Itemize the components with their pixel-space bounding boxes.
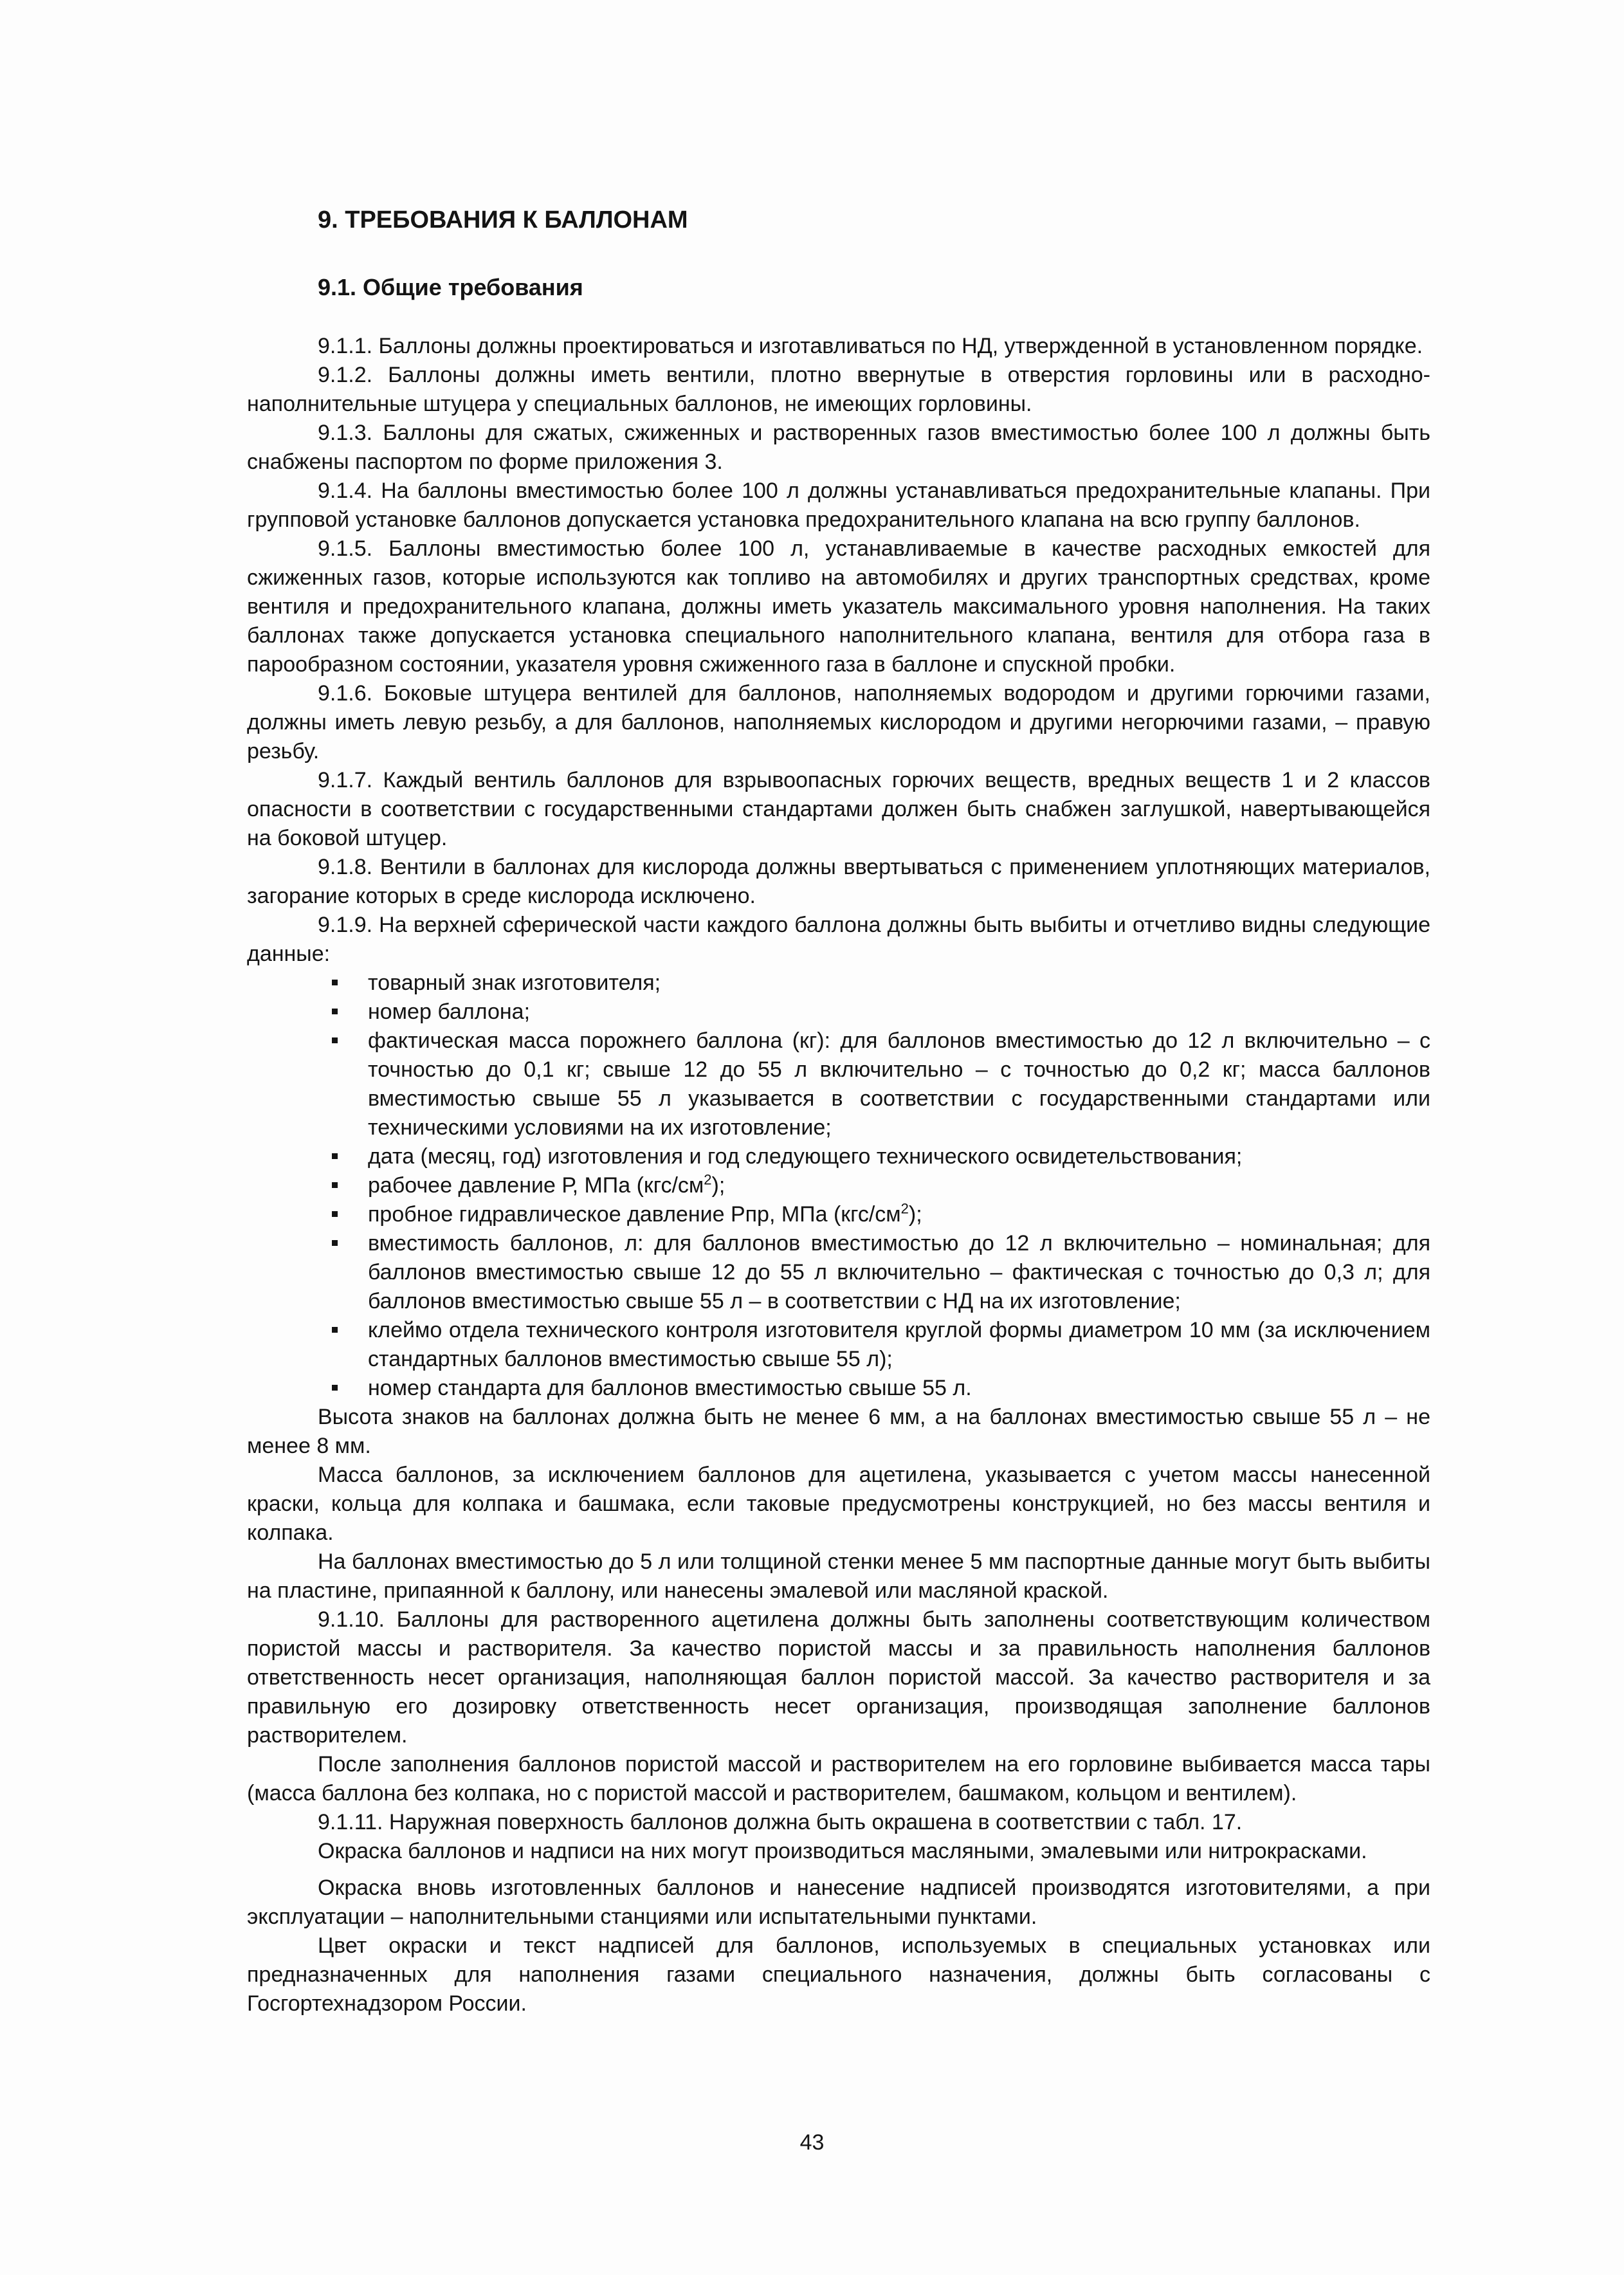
list-item: фактическая масса порожнего баллона (кг): для баллонов вместимостью до 12 л включительно – с точностью до 0,1 кг; свыше 12 до 55 л включительно – с точностью до 0,2 кг; масса баллонов вместимостью свыше 55 л указывается в соответствии с государственными стандартами или техническими условиями на их изготовление; [368,1027,1430,1142]
paragraph-9-1-11: 9.1.11. Наружная поверхность баллонов должна быть окрашена в соответствии с табл. 17. [318,1810,1243,1834]
paragraph-9-1-4: 9.1.4. На баллоны вместимостью более 100 л должны устанавливаться предохранительные клапаны. При групповой установке баллонов допускается установка предохранительного клапана на всю группу баллонов. [247,479,1430,532]
paragraph-9-1-5: 9.1.5. Баллоны вместимостью более 100 л, устанавливаемые в качестве расходных емкостей для сжиженных газов, которые используются как топливо на автомобилях и других транспортных средствах, кроме вентиля и предохранительного клапана, должны иметь указатель максимального уровня наполнения. На таких баллонах также допускается установка специального наполнительного клапана, вентиля для отбора газа в парообразном состоянии, указателя уровня сжиженного газа в баллоне и спускной пробки. [247,536,1430,677]
list-item: товарный знак изготовителя; [368,969,1430,998]
list-item: вместимость баллонов, л: для баллонов вместимостью до 12 л включительно – номинальная; для баллонов вместимостью свыше 12 до 55 л включительно – фактическая с точностью до 0,3 л; для баллонов вместимостью свыше 55 л – в соответствии с НД на их изготовление; [368,1229,1430,1316]
paragraph-special-colors: Цвет окраски и текст надписей для баллонов, используемых в специальных установках или предназначенных для наполнения газами специального назначения, должны быть согласованы с Госгортехнадзором России. [247,1933,1430,2016]
paragraph-small-cylinders: На баллонах вместимостью до 5 л или толщиной стенки менее 5 мм паспортные данные могут быть выбиты на пластине, припаянной к баллону, или нанесены эмалевой или масляной краской. [247,1549,1430,1603]
page-content [247,205,1430,2018]
superscript: 2 [900,1200,909,1217]
paragraph-9-1-9: 9.1.9. На верхней сферической части каждого баллона должны быть выбиты и отчетливо видны следующие данные: [247,913,1430,966]
list-item [368,1171,1430,1200]
list-item: дата (месяц, год) изготовления и год следующего технического освидетельствования; [368,1142,1430,1171]
marking-list [247,969,1430,1403]
list-item [368,1200,1430,1229]
paragraph-9-1-7: 9.1.7. Каждый вентиль баллонов для взрывоопасных горючих веществ, вредных веществ 1 и 2 классов опасности в соответствии с государственными стандартами должен быть снабжен заглушкой, навертывающейся на боковой штуцер. [247,768,1430,850]
paragraph-marking-height: Высота знаков на баллонах должна быть не менее 6 мм, а на баллонах вместимостью свыше 55 л – не менее 8 мм. [247,1405,1430,1458]
page-number: 43 [799,2130,825,2155]
list-item: номер стандарта для баллонов вместимостью свыше 55 л. [368,1374,1430,1403]
list-item-text: пробное гидравлическое давление Рпр, МПа (кгс/см [368,1202,901,1227]
list-item-text: ); [908,1202,922,1227]
list-item-text: рабочее давление Р, МПа (кгс/см [368,1173,704,1198]
paragraph-9-1-6: 9.1.6. Боковые штуцера вентилей для баллонов, наполняемых водородом и другими горючими газами, должны иметь левую резьбу, а для баллонов, наполняемых кислородом и другими негорючими газами, – правую резьбу. [247,681,1430,763]
paragraph-paint-types: Окраска баллонов и надписи на них могут производиться масляными, эмалевыми или нитрокрасками. [318,1839,1367,1863]
paragraph-9-1-2: 9.1.2. Баллоны должны иметь вентили, плотно ввернутые в отверстия горловины или в расходно-наполнительные штуцера у специальных баллонов, не имеющих горловины. [247,363,1430,416]
paragraph-9-1-3: 9.1.3. Баллоны для сжатых, сжиженных и растворенных газов вместимостью более 100 л должны быть снабжены паспортом по форме приложения 3. [247,421,1430,474]
paragraph-painting-responsibility: Окраска вновь изготовленных баллонов и нанесение надписей производятся изготовителями, а при эксплуатации – наполнительными станциями или испытательными пунктами. [247,1876,1430,1929]
superscript: 2 [704,1171,712,1188]
paragraph-mass: Масса баллонов, за исключением баллонов для ацетилена, указывается с учетом массы нанесенной краски, кольца для колпака и башмака, если таковые предусмотрены конструкцией, но без массы вентиля и колпака. [247,1463,1430,1545]
list-item-text: ); [711,1173,725,1198]
section-title: 9. ТРЕБОВАНИЯ К БАЛЛОНАМ [318,206,688,233]
paragraph-9-1-1: 9.1.1. Баллоны должны проектироваться и изготавливаться по НД, утвержденной в установленном порядке. [318,334,1423,358]
subsection-title: 9.1. Общие требования [318,274,583,300]
paragraph-9-1-10: 9.1.10. Баллоны для растворенного ацетилена должны быть заполнены соответствующим количеством пористой массы и растворителя. За качество пористой массы и за правильность наполнения баллонов ответственность несет организация, наполняющая баллон пористой массой. За качество растворителя и за правильную его дозировку ответственность несет организация, производящая заполнение баллонов растворителем. [247,1607,1430,1748]
paragraph-9-1-8: 9.1.8. Вентили в баллонах для кислорода должны ввертываться с применением уплотняющих материалов, загорание которых в среде кислорода исключено. [247,855,1430,908]
list-item: клеймо отдела технического контроля изготовителя круглой формы диаметром 10 мм (за исключением стандартных баллонов вместимостью свыше 55 л); [368,1316,1430,1374]
list-item: номер баллона; [368,998,1430,1027]
paragraph-tare-mass: После заполнения баллонов пористой массой и растворителем на его горловине выбивается масса тары (масса баллона без колпака, но с пористой массой и растворителем, башмаком, кольцом и вентилем). [247,1752,1430,1805]
